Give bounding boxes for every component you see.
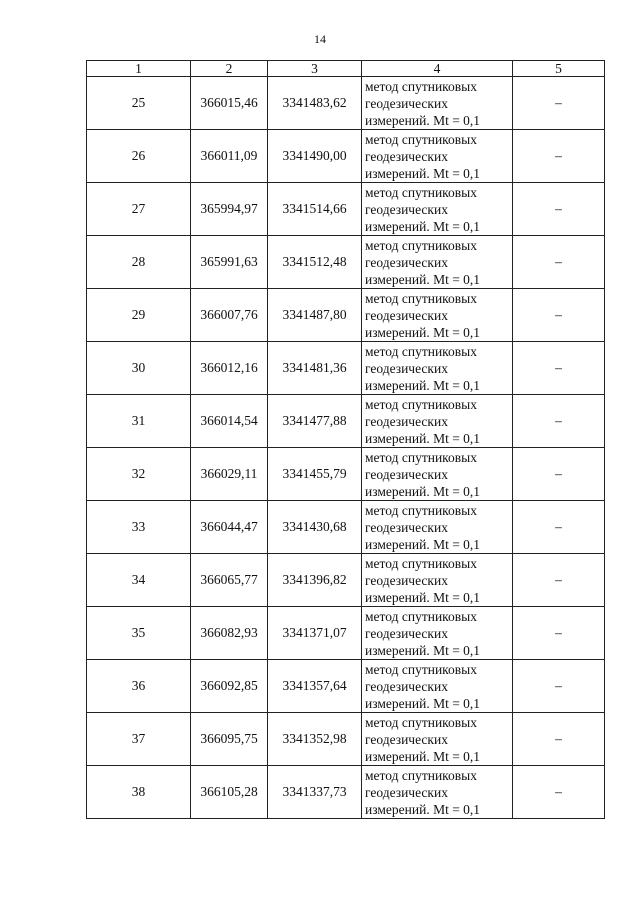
note-cell: – [513,448,605,501]
table-row [87,289,605,342]
method-line: измерений. Mt = 0,1 [365,801,481,817]
point-number-cell: 38 [87,766,191,819]
method-line: метод спутниковых [365,184,477,200]
method-line: метод спутниковых [365,661,477,677]
method-line: геодезических [365,201,448,217]
method-line: геодезических [365,254,448,270]
note-cell: – [513,289,605,342]
method-line: геодезических [365,572,448,588]
method-line: измерений. Mt = 0,1 [365,483,481,499]
method-line: метод спутниковых [365,78,477,94]
method-cell [362,289,513,342]
method-line: геодезических [365,625,448,641]
method-line: геодезических [365,731,448,747]
note-cell: – [513,77,605,130]
x-coordinate-cell: 365991,63 [191,236,268,289]
x-coordinate-cell: 366082,93 [191,607,268,660]
method-line: метод спутниковых [365,502,477,518]
page-number: 14 [314,32,326,46]
y-coordinate-cell: 3341357,64 [268,660,362,713]
method-line: геодезических [365,360,448,376]
y-coordinate-cell: 3341337,73 [268,766,362,819]
column-header: 3 [268,61,362,77]
table-row [87,77,605,130]
y-coordinate-cell: 3341487,80 [268,289,362,342]
method-cell [362,713,513,766]
header-row [87,61,605,77]
point-number-cell: 29 [87,289,191,342]
method-line: измерений. Mt = 0,1 [365,324,481,340]
y-coordinate-cell: 3341481,36 [268,342,362,395]
method-line: геодезических [365,148,448,164]
x-coordinate-cell: 366065,77 [191,554,268,607]
method-cell [362,607,513,660]
y-coordinate-cell: 3341477,88 [268,395,362,448]
point-number-cell: 33 [87,501,191,554]
x-coordinate-cell: 366044,47 [191,501,268,554]
coordinates-table [86,60,605,819]
method-line: геодезических [365,784,448,800]
table-row [87,501,605,554]
method-line: геодезических [365,519,448,535]
method-cell [362,342,513,395]
x-coordinate-cell: 366011,09 [191,130,268,183]
method-cell [362,660,513,713]
method-line: метод спутниковых [365,608,477,624]
y-coordinate-cell: 3341483,62 [268,77,362,130]
method-line: измерений. Mt = 0,1 [365,536,481,552]
method-line: измерений. Mt = 0,1 [365,589,481,605]
point-number-cell: 35 [87,607,191,660]
point-number-cell: 30 [87,342,191,395]
table-body [87,77,605,819]
method-line: измерений. Mt = 0,1 [365,112,481,128]
table-row [87,448,605,501]
point-number-cell: 32 [87,448,191,501]
point-number-cell: 28 [87,236,191,289]
method-line: геодезических [365,413,448,429]
column-header: 5 [513,61,605,77]
method-line: геодезических [365,678,448,694]
method-cell [362,501,513,554]
note-cell: – [513,236,605,289]
method-cell [362,448,513,501]
method-line: геодезических [365,466,448,482]
x-coordinate-cell: 366092,85 [191,660,268,713]
point-number-cell: 34 [87,554,191,607]
method-line: измерений. Mt = 0,1 [365,271,481,287]
point-number-cell: 26 [87,130,191,183]
x-coordinate-cell: 366012,16 [191,342,268,395]
x-coordinate-cell: 366095,75 [191,713,268,766]
y-coordinate-cell: 3341490,00 [268,130,362,183]
note-cell: – [513,395,605,448]
method-line: измерений. Mt = 0,1 [365,218,481,234]
table-row [87,766,605,819]
method-cell [362,130,513,183]
method-line: измерений. Mt = 0,1 [365,165,481,181]
method-cell [362,554,513,607]
y-coordinate-cell: 3341514,66 [268,183,362,236]
method-line: метод спутниковых [365,290,477,306]
y-coordinate-cell: 3341352,98 [268,713,362,766]
note-cell: – [513,130,605,183]
y-coordinate-cell: 3341396,82 [268,554,362,607]
method-cell [362,395,513,448]
table-row [87,607,605,660]
column-header: 4 [362,61,513,77]
x-coordinate-cell: 366014,54 [191,395,268,448]
table-row [87,713,605,766]
table-row [87,554,605,607]
x-coordinate-cell: 366029,11 [191,448,268,501]
point-number-cell: 25 [87,77,191,130]
method-line: метод спутниковых [365,237,477,253]
method-line: метод спутниковых [365,131,477,147]
point-number-cell: 37 [87,713,191,766]
y-coordinate-cell: 3341512,48 [268,236,362,289]
y-coordinate-cell: 3341430,68 [268,501,362,554]
x-coordinate-cell: 366007,76 [191,289,268,342]
note-cell: – [513,766,605,819]
y-coordinate-cell: 3341455,79 [268,448,362,501]
note-cell: – [513,713,605,766]
method-cell [362,183,513,236]
method-cell [362,766,513,819]
note-cell: – [513,342,605,395]
note-cell: – [513,660,605,713]
method-line: измерений. Mt = 0,1 [365,430,481,446]
point-number-cell: 27 [87,183,191,236]
y-coordinate-cell: 3341371,07 [268,607,362,660]
method-cell [362,236,513,289]
method-cell [362,77,513,130]
method-line: измерений. Mt = 0,1 [365,695,481,711]
table-row [87,236,605,289]
note-cell: – [513,607,605,660]
method-line: геодезических [365,95,448,111]
point-number-cell: 31 [87,395,191,448]
method-line: метод спутниковых [365,714,477,730]
method-line: измерений. Mt = 0,1 [365,748,481,764]
x-coordinate-cell: 366015,46 [191,77,268,130]
method-line: измерений. Mt = 0,1 [365,642,481,658]
table-row [87,395,605,448]
method-line: геодезических [365,307,448,323]
note-cell: – [513,183,605,236]
column-header: 2 [191,61,268,77]
method-line: метод спутниковых [365,767,477,783]
table-row [87,660,605,713]
method-line: измерений. Mt = 0,1 [365,377,481,393]
point-number-cell: 36 [87,660,191,713]
x-coordinate-cell: 366105,28 [191,766,268,819]
note-cell: – [513,501,605,554]
column-header: 1 [87,61,191,77]
x-coordinate-cell: 365994,97 [191,183,268,236]
method-line: метод спутниковых [365,396,477,412]
method-line: метод спутниковых [365,449,477,465]
table-row [87,342,605,395]
method-line: метод спутниковых [365,555,477,571]
method-line: метод спутниковых [365,343,477,359]
note-cell: – [513,554,605,607]
table-row [87,130,605,183]
table-row [87,183,605,236]
